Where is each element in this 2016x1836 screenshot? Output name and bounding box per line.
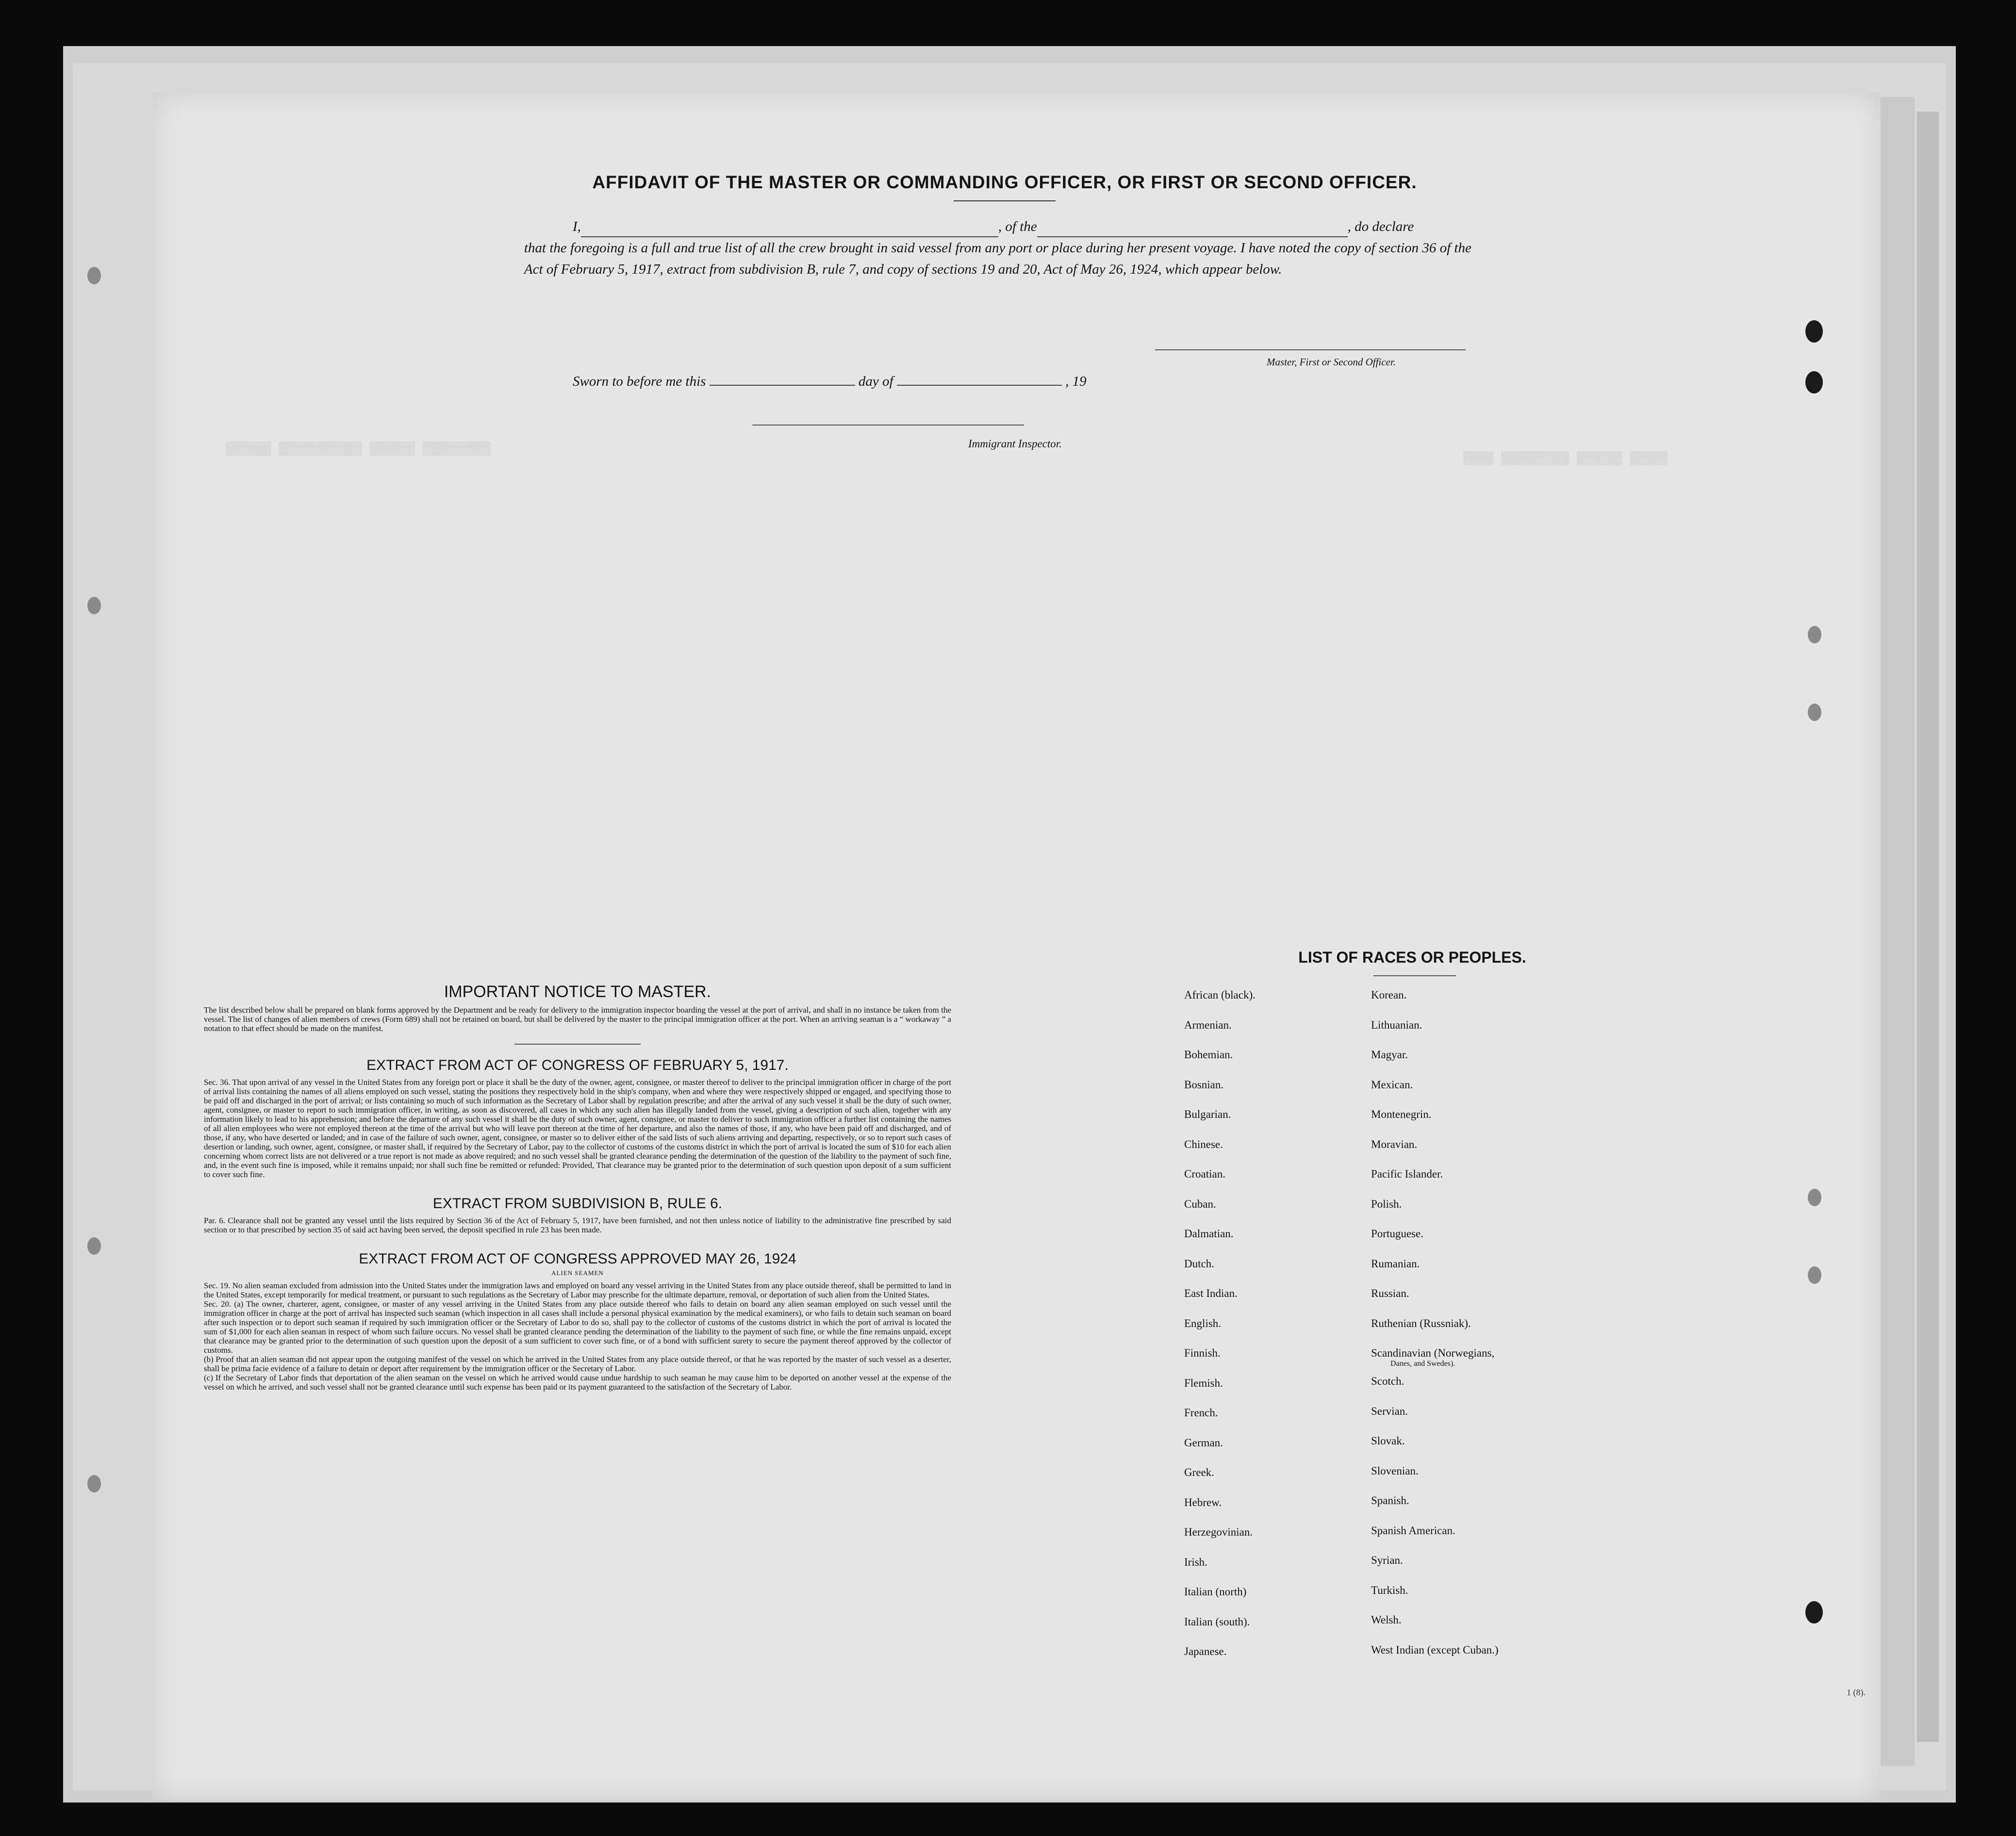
- punch-hole: [1808, 1189, 1821, 1206]
- extract-1917-title: EXTRACT FROM ACT OF CONGRESS OF FEBRUARY 5, 1917.: [366, 1057, 789, 1073]
- notice-title: IMPORTANT NOTICE TO MASTER.: [444, 983, 711, 1001]
- race-item: Spanish American.: [1371, 1524, 1455, 1537]
- race-item: Slovak.: [1371, 1435, 1405, 1447]
- race-item: Montenegrin.: [1371, 1108, 1432, 1120]
- races-columns: [1184, 989, 1621, 1675]
- race-item: Japanese.: [1184, 1645, 1227, 1657]
- inspector-label: Immigrant Inspector.: [968, 438, 1062, 450]
- race-item: Bohemian.: [1184, 1049, 1233, 1061]
- race-item: Dutch.: [1184, 1257, 1214, 1270]
- race-item: Syrian.: [1371, 1554, 1403, 1566]
- extract-1924-sec19: Sec. 19. No alien seaman excluded from admission into the United States under the immigration laws and employed on board any vessel arriving in the United States from any place outside thereof, shall be permitted to land in the United States, except temporarily for medical treatment, or pursuant to such regulations as the Secretary of Labor may prescribe for the ultimate departure, removal, or deportation of such alien from the United States.: [204, 1281, 951, 1299]
- punch-hole: [1808, 704, 1821, 721]
- race-item: Rumanian.: [1371, 1257, 1420, 1270]
- declare-end: , do declare: [1347, 219, 1414, 234]
- inspector-signature-line[interactable]: [752, 425, 1024, 426]
- sworn-year: , 19: [1065, 374, 1087, 389]
- races-list: [1184, 949, 1621, 1675]
- race-item: Magyar.: [1371, 1049, 1408, 1061]
- race-item: East Indian.: [1184, 1287, 1238, 1299]
- race-item: Croatian.: [1184, 1168, 1225, 1180]
- extract-1917-text: Sec. 36. That upon arrival of any vessel in the United States from any foreign port or place it shall be the duty of the owner, agent, consignee, or master thereof to deliver to the principal immigration officer in charge of the port of arrival lists containing the names of all aliens employed on such vessel, stating the positions they respectively hold in the ship's company, when and where they were respectively shipped or engaged, and specifying those to be paid off and discharged in the port of arrival; or lists containing so much of such information as the Secretary of Labor shall by regulation prescribe; and after the arrival of any such vessel it shall be the duty of such owner, agent, consignee, or master to report to such immigration officer, in writing, as soon as discovered, all cases in which any such alien has illegally landed from the vessel, giving a description of such alien, together with any information likely to lead to his apprehension; and before the departure of any such vessel it shall be the duty of such owner, agent, consignee, or master to deliver to such immigration officer a further list containing the names of all alien employees who were not employed thereon at the time of the arrival but who will leave port thereon at the time of her departure, and also the names of those, if any, who have been paid off and discharged, and of those, if any, who have deserted or landed; and in case of the failure of such owner, agent, consignee, or master so to deliver either of the said lists of such aliens arriving and departing, respectively, or so to report such cases of desertion or landing, such owner, agent, consignee, or master shall, if required by the Secretary of Labor, pay to the collector of customs of the customs district in which the port of arrival is located the sum of $10 for each alien concerning whom correct lists are not delivered or a true report is not made as above required; and no such vessel shall be granted clearance pending the determination of the question of the liability to the payment of such fine, and, in the event such fine is imposed, while it remains unpaid; nor shall such fine be remitted or refunded: Provided, That clearance may be granted prior to the determination of such question upon deposit of a sum sufficient to cover such fine.: [204, 1078, 951, 1179]
- race-item: Korean.: [1371, 989, 1407, 1001]
- race-item: Welsh.: [1371, 1614, 1402, 1626]
- declare-start: I,: [573, 219, 581, 234]
- notice-text: The list described below shall be prepared on blank forms approved by the Department and be ready for delivery to the immigration inspector boarding the vessel at the port of arrival, and shall in no instance be taken from the vessel. The list of changes of alien members of crews (Form 689) shall not be retained on board, but shall be delivered by the master to the principal immigration officer at the port. When an arriving seaman is a “ workaway ” a notation to that effect should be made on the manifest.: [204, 1005, 951, 1033]
- race-item: Mexican.: [1371, 1078, 1413, 1091]
- race-item: Italian (south).: [1184, 1615, 1250, 1628]
- punch-hole: [1805, 320, 1823, 343]
- race-item: Italian (north): [1184, 1586, 1247, 1598]
- race-item: Herzegovinian.: [1184, 1526, 1253, 1538]
- affidavit-body: [524, 216, 1485, 280]
- race-item: Hebrew.: [1184, 1496, 1222, 1508]
- races-column-1: [1184, 989, 1371, 1675]
- affidavit-title: AFFIDAVIT OF THE MASTER OR COMMANDING OFFICER, OR FIRST OR SECOND OFFICER.: [592, 172, 1417, 192]
- punch-hole: [1808, 626, 1821, 643]
- race-item: Pacific Islander.: [1371, 1168, 1443, 1180]
- declare-line: [524, 216, 1485, 237]
- race-item: Moravian.: [1371, 1138, 1418, 1150]
- extract-rule-title: EXTRACT FROM SUBDIVISION B, RULE 6.: [432, 1196, 723, 1212]
- form-page: [153, 92, 1881, 1800]
- punch-hole: [1808, 1266, 1821, 1284]
- extract-1924-sec20b: (b) Proof that an alien seaman did not appear upon the outgoing manifest of the vessel on which he arrived in the United States from any place outside thereof, or that he was reported by the master of such vessel as a deserter, shall be prima facie evidence of a failure to detain or deport after requirement by the immigration officer or the Secretary of Labor.: [204, 1355, 951, 1373]
- race-item: Servian.: [1371, 1405, 1408, 1417]
- signature-line[interactable]: [1155, 349, 1466, 350]
- race-item: Armenian.: [1184, 1018, 1232, 1031]
- name-blank[interactable]: [581, 226, 998, 237]
- race-item: Turkish.: [1371, 1584, 1408, 1596]
- race-item: Finnish.: [1184, 1347, 1221, 1359]
- race-item: Bulgarian.: [1184, 1108, 1231, 1120]
- races-column-2: [1371, 989, 1575, 1675]
- page-edge: [1881, 97, 1915, 1766]
- race-item: Spanish.: [1371, 1494, 1409, 1507]
- punch-hole: [87, 1475, 101, 1492]
- punch-hole: [87, 267, 101, 284]
- sworn-line: [573, 374, 1087, 390]
- race-item: Greek.: [1184, 1466, 1214, 1478]
- race-item-continuation: Danes, and Swedes).: [1390, 1360, 1455, 1368]
- sworn-day-of: day of: [858, 374, 893, 389]
- race-item: Bosnian.: [1184, 1078, 1224, 1091]
- race-item: Lithuanian.: [1371, 1018, 1422, 1031]
- page-mark: 1 (8).: [1847, 1688, 1866, 1697]
- race-item: Russian.: [1371, 1287, 1409, 1299]
- race-item: West Indian (except Cuban.): [1371, 1643, 1499, 1656]
- vessel-blank[interactable]: [1037, 226, 1348, 237]
- punch-hole: [1805, 371, 1823, 393]
- race-item: Irish.: [1184, 1556, 1207, 1568]
- punch-hole: [1805, 1601, 1823, 1623]
- bleed-through-text: ▒▒▒▒ ▒▒▒▒▒▒▒▒▒ ▒▒▒▒▒▒ ▒▒▒▒▒: [1463, 451, 1668, 466]
- affidavit-text: that the foregoing is a full and true list of all the crew brought in said vessel from any port or place during her present voyage. I have noted the copy of section 36 of the Act of February 5, 1917, extract from subdivision B, rule 7, and copy of sections 19 and 20, Act of May 26, 1924, which appear below.: [524, 240, 1471, 277]
- extract-rule-text: Par. 6. Clearance shall not be granted any vessel until the lists required by Section 36 of the Act of February 5, 1917, have been furnished, and not then unless notice of liability to the administrative fine prescribed by said section or to that prescribed by section 35 of said act having been served, the deposit specified in rule 23 has been made.: [204, 1216, 951, 1234]
- divider: [954, 200, 1056, 201]
- declare-of: , of the: [998, 219, 1037, 234]
- punch-hole: [87, 597, 101, 614]
- extract-1924-sec20c: (c) If the Secretary of Labor finds that deportation of the alien seaman on the vessel on which he arrived would cause undue hardship to such seaman he may cause him to be deported on another vessel at the expense of the vessel on which he arrived, and such vessel shall not be granted clearance until such expense has been paid or its payment guaranteed to the satisfaction of the Secretary of Labor.: [204, 1373, 951, 1392]
- bleed-through-text: ▒▒▒▒▒▒ ▒▒▒▒▒▒▒▒▒▒▒ ▒▒▒▒▒▒ ▒▒▒▒▒▒▒▒▒: [226, 442, 491, 456]
- page-edge: [1917, 112, 1939, 1742]
- race-item: Polish.: [1371, 1197, 1402, 1210]
- races-title: LIST OF RACES OR PEOPLES.: [1298, 949, 1526, 966]
- extract-1924-title: EXTRACT FROM ACT OF CONGRESS APPROVED MAY 26, 1924: [359, 1251, 796, 1267]
- race-item: Slovenian.: [1371, 1464, 1419, 1477]
- affidavit-section: [524, 172, 1485, 280]
- sworn-day-blank[interactable]: [710, 375, 855, 386]
- race-item: German.: [1184, 1436, 1223, 1449]
- race-item: English.: [1184, 1317, 1222, 1329]
- race-item: Scotch.: [1371, 1375, 1405, 1387]
- extract-1924-sec20a: Sec. 20. (a) The owner, charterer, agent, consignee, or master of any vessel arriving in the United States from any place outside thereof who fails to detain on board any alien seaman employed on such vessel until the immigration officer in charge at the port of arrival has inspected such seaman (which inspection in all cases shall include a personal physical examination by the medical examiners), or who fails to detain such seaman on board after such inspection or to deport such seaman if required by such immigration officer or the Secretary of Labor to do so, shall pay to the collector of customs of the customs district in which the port of arrival is located the sum of $1,000 for each alien seaman in respect of whom such failure occurs. No vessel shall be granted clearance pending the determination of the liability to the payment of such fine, or while the fine remains unpaid, except that clearance may be granted prior to the determination of such question upon the deposit of a sum sufficient to cover such fine, or of a bond with sufficient surety to secure the payment thereof approved by the collector of customs.: [204, 1299, 951, 1355]
- race-item: Chinese.: [1184, 1138, 1223, 1150]
- punch-hole: [87, 1237, 101, 1255]
- race-item: Portuguese.: [1371, 1228, 1423, 1240]
- race-item: Dalmatian.: [1184, 1228, 1234, 1240]
- divider: [514, 1044, 641, 1045]
- signature-label: Master, First or Second Officer.: [1267, 356, 1396, 368]
- race-item: Scandinavian (Norwegians,: [1371, 1347, 1495, 1359]
- race-item: Cuban.: [1184, 1197, 1216, 1210]
- extract-1924-subtitle: ALIEN SEAMEN: [551, 1269, 604, 1277]
- legal-notices: [204, 983, 951, 1392]
- race-item: Flemish.: [1184, 1377, 1223, 1389]
- divider: [1373, 975, 1456, 976]
- race-item: African (black).: [1184, 989, 1256, 1001]
- race-item: Ruthenian (Russniak).: [1371, 1317, 1471, 1329]
- sworn-month-blank[interactable]: [897, 375, 1062, 386]
- race-item: French.: [1184, 1407, 1218, 1419]
- sworn-start: Sworn to before me this: [573, 374, 706, 389]
